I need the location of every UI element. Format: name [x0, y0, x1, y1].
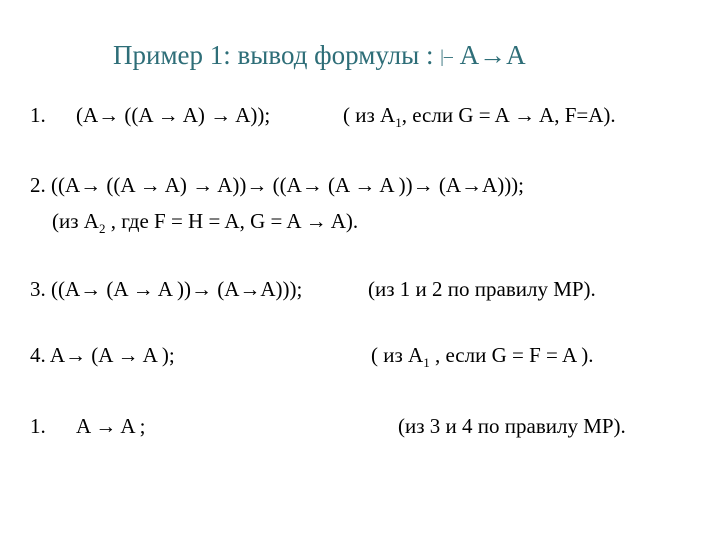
- title-text: Пример 1: вывод формулы :: [113, 40, 434, 70]
- line-2-just-b: , где F = H = A, G = A → A).: [105, 209, 359, 233]
- line-4-formula: 4. A→ (A → A );: [30, 343, 175, 367]
- line-4-just-b: , если G = F = A ).: [429, 343, 594, 367]
- line-1-just-a: ( из A: [343, 103, 396, 127]
- line-5-justification: (из 3 и 4 по правилу MP).: [398, 414, 626, 438]
- page-title: [113, 40, 526, 71]
- line-2-just-a: (из A: [52, 209, 99, 233]
- line-5-number: 1.: [30, 414, 46, 438]
- turnstile-symbol: |–: [440, 46, 453, 66]
- line-2-justification: [52, 209, 358, 237]
- line-4-justification: [371, 343, 593, 371]
- line-2-formula: 2. ((A→ ((A → A) → A))→ ((A→ (A → A ))→ (A→A)));: [30, 173, 525, 197]
- line-4-just-a: ( из A: [371, 343, 424, 367]
- line-2-just-sub: 2: [98, 221, 106, 237]
- line-5-formula: A → A ;: [76, 414, 146, 438]
- line-3-justification: (из 1 и 2 по правилу MP).: [368, 277, 596, 301]
- line-3-formula: 3. ((A→ (A → A ))→ (A→A)));: [30, 277, 303, 301]
- line-1-justification: [343, 103, 616, 131]
- line-1-number: 1.: [30, 103, 46, 127]
- title-formula: A→A: [459, 40, 526, 70]
- line-4-just-sub: 1: [423, 355, 430, 371]
- line-1-just-sub: 1: [395, 115, 402, 131]
- line-1-just-b: , если G = A → A, F=A).: [401, 103, 616, 127]
- line-1-formula: (A→ ((A → A) → A));: [76, 103, 271, 127]
